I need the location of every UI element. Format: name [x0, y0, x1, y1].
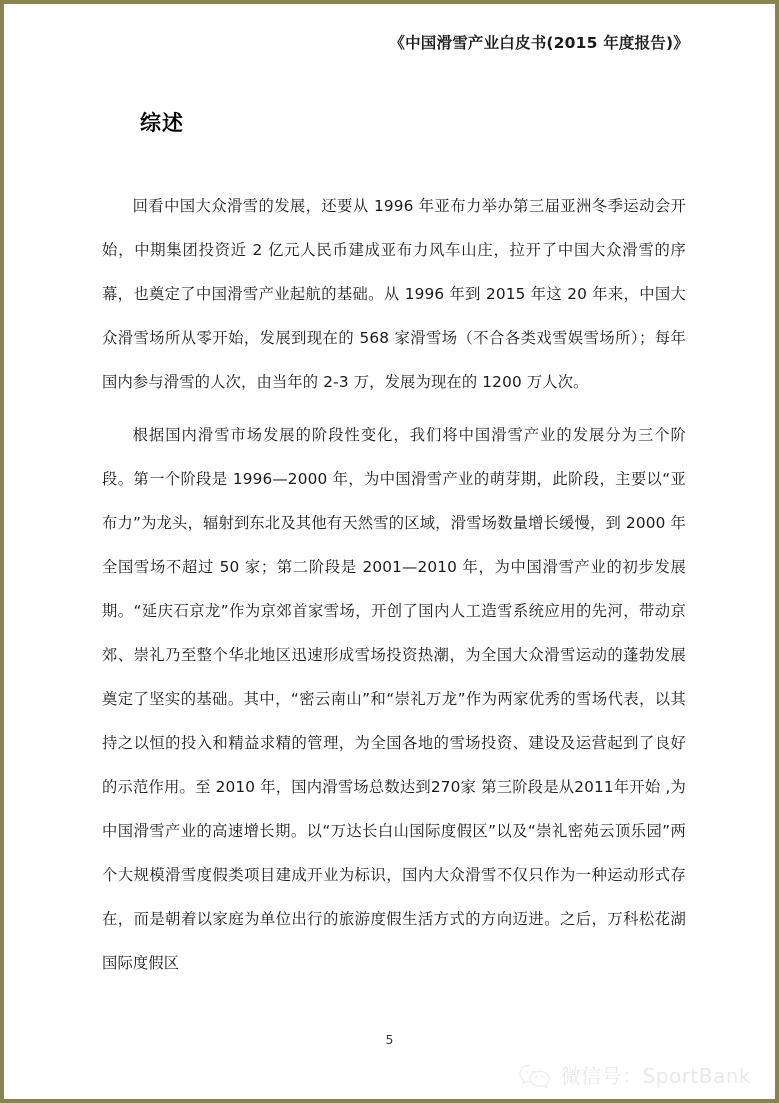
body-paragraph-2: 根据国内滑雪市场发展的阶段性变化，我们将中国滑雪产业的发展分为三个阶段。第一个阶段是 1996—2000 年，为中国滑雪产业的萌芽期，此阶段，主要以“亚布力”为龙头，辐射到东北及其他有天然雪的区域，滑雪场数量增长缓慢，到 2000 年全国雪场不超过 50 家；第二阶段是 2001—2010 年，为中国滑雪产业的初步发展期。“延庆石京龙”作为京郊首家雪场，开创了国内人工造雪系统应用的先河，带动京郊、崇礼乃至整个华北地区迅速形成雪场投资热潮，为全国大众滑雪运动的蓬勃发展奠定了坚实的基础。其中，“密云南山”和“崇礼万龙”作为两家优秀的雪场代表，以其持之以恒的投入和精益求精的管理，为全国各地的雪场投资、建设及运营起到了良好的示范作用。至 2010 年，国内滑雪场总数达到270家 第三阶段是从2011年开始 ,为中国滑雪产业的高速增长期。以“万达长白山国际度假区”以及“崇礼密苑云顶乐园”两个大规模滑雪度假类项目建成开业为标识，国内大众滑雪不仅只作为一种运动形式存在，而是朝着以家庭为单位出行的旅游度假生活方式的方向迈进。之后，万科松花湖国际度假区 [102, 426, 686, 972]
section-heading: 综述 [140, 111, 184, 135]
body-paragraph-1: 回看中国大众滑雪的发展，还要从 1996 年亚布力举办第三届亚洲冬季运动会开始，中期集团投资近 2 亿元人民币建成亚布力风车山庄，拉开了中国大众滑雪的序幕，也奠定了中国滑雪产业起航的基础。从 1996 年到 2015 年这 20 年来，中国大众滑雪场所从零开始，发展到现在的 568 家滑雪场（不合各类戏雪娱雪场所）；每年国内参与滑雪的人次，由当年的 2-3 万，发展为现在的 1200 万人次。 [102, 197, 686, 391]
document-body [102, 108, 686, 985]
running-header-title: 《中国滑雪产业白皮书(2015 年度报告)》 [389, 34, 689, 52]
wechat-watermark [518, 1062, 751, 1090]
watermark-label: 微信号：SportBank [560, 1064, 751, 1088]
page-number: 5 [385, 1032, 394, 1047]
wechat-icon [518, 1062, 552, 1090]
